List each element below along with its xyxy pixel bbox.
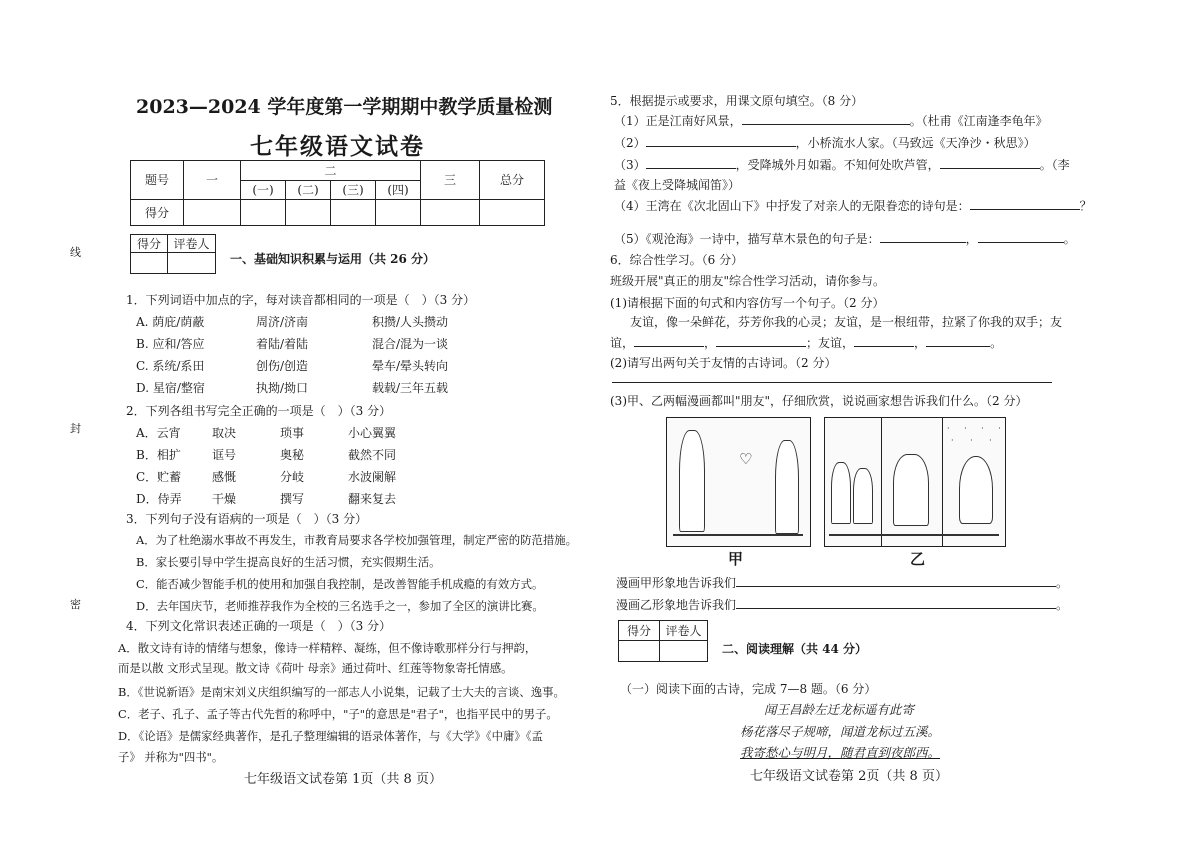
section-heading: 一、基础知识积累与运用（共 26 分）: [230, 252, 436, 266]
q5-4-suffix: ？: [1079, 199, 1092, 213]
q6-imitation-line: [610, 334, 1002, 351]
score-cell[interactable]: [184, 199, 241, 225]
q5-3-prefix: （3）: [614, 158, 646, 172]
q5-line-4: [614, 197, 1092, 214]
panel-divider: [881, 418, 882, 546]
q1-option-c-2: 创伤/创造: [256, 359, 309, 373]
question-6-stem: 6．综合性学习。（6 分）: [610, 253, 744, 267]
score-table-col-one: 一: [184, 161, 241, 200]
answer-line[interactable]: [612, 382, 1052, 383]
ground-line: [829, 534, 999, 536]
q2-option: 感慨: [212, 470, 237, 484]
q5-line-3b: 益《夜上受降城闻笛》）: [614, 178, 741, 192]
q2-option: B．相扩: [136, 448, 181, 462]
score-table-header-label: 题号: [131, 161, 184, 200]
figure-panel-1b: [853, 468, 873, 524]
answer-blank[interactable]: [736, 597, 1056, 609]
q2-option: 琐事: [280, 426, 305, 440]
ground-line: [673, 534, 803, 536]
q1-option-d-1: D. 星宿/整宿: [136, 381, 205, 395]
q6-intro: 班级开展"真正的朋友"综合性学习活动，请你参与。: [610, 274, 886, 288]
section-heading: 二、阅读理解（共 44 分）: [722, 642, 868, 656]
score-table-col-two: 二: [241, 161, 421, 181]
exam-page-2: [600, 0, 1200, 848]
cartoon-b-answer: [616, 596, 1068, 613]
snow-icon: · · · ·: [947, 424, 1007, 433]
score-table-col-total: 总分: [480, 161, 545, 200]
score-table-subcol: (二): [286, 181, 331, 199]
answer-blank[interactable]: [926, 335, 990, 347]
q5-line-5: [614, 230, 1076, 247]
period: 。: [1056, 598, 1069, 612]
q1-option-a-2: 周济/济南: [256, 315, 309, 329]
binding-mark: 密: [70, 598, 81, 611]
score-table-subcol: (一): [241, 181, 286, 199]
q4-line: 而是以散 文形式呈现。散文诗《荷叶 母亲》通过荷叶、红莲等物象寄托情感。: [118, 661, 513, 675]
question-2-stem: 2．下列各组书写完全正确的一项是（ ）（3 分）: [126, 404, 392, 418]
q2-option: 撰写: [280, 492, 305, 506]
q5-line-3: [614, 156, 1070, 173]
cartoon-a-answer: [616, 574, 1068, 591]
cartoon-a-prompt: 漫画甲形象地告诉我们: [616, 576, 737, 590]
question-5-stem: 5．根据提示或要求，用课文原句填空。（8 分）: [610, 94, 864, 108]
answer-blank[interactable]: [880, 231, 966, 243]
q3-option-c: C．能否减少智能手机的使用和加强自我控制，是改善智能手机成瘾的有效方式。: [136, 577, 544, 591]
score-cell[interactable]: [376, 199, 421, 225]
question-4-stem: 4．下列文化常识表述正确的一项是（ ）（3 分）: [126, 619, 392, 633]
grader-box: [618, 620, 708, 662]
reading-intro: （一）阅读下面的古诗，完成 7—8 题。（6 分）: [620, 682, 877, 696]
q5-4-prefix: （4）王湾在《次北固山下》中抒发了对亲人的无限眷恋的诗句是：: [614, 199, 970, 213]
grader-score-label: 得分: [131, 235, 168, 253]
q6-text: ；友谊，: [806, 336, 855, 350]
exam-subtitle: 七年级语文试卷: [250, 133, 425, 160]
q5-1-suffix: 。（杜甫《江南逢李龟年》: [909, 114, 1048, 128]
figure-panel-1a: [831, 462, 851, 524]
score-cell[interactable]: [241, 199, 286, 225]
q6-text: 。: [990, 336, 1003, 350]
answer-blank[interactable]: [646, 157, 736, 169]
q2-option: C．贮蓄: [136, 470, 182, 484]
q5-1-prefix: （1）正是江南好风景，: [614, 114, 742, 128]
q6-part-3: (3)甲、乙两幅漫画都叫"朋友"，仔细欣赏，说说画家想告诉我们什么。（2 分）: [610, 394, 1028, 408]
q1-option-a-1: A. 荫庇/荫蔽: [136, 315, 205, 329]
q5-5-prefix: （5）《观沧海》一诗中，描写草木景色的句子是：: [614, 232, 880, 246]
grader-name-label: 评卷人: [168, 235, 216, 253]
cartoon-a: [666, 417, 811, 547]
cartoon-b-label: 乙: [910, 550, 926, 568]
q2-option: 翻来复去: [348, 492, 397, 506]
snowy-figure-panel-3: [959, 456, 993, 524]
cartoon-a-label: 甲: [728, 550, 744, 568]
answer-blank[interactable]: [716, 335, 806, 347]
q1-option-a-3: 积攒/人头攒动: [372, 315, 449, 329]
q1-option-b-2: 着陆/着陆: [256, 337, 309, 351]
figure-right: [775, 440, 799, 534]
score-table-score-label: 得分: [131, 199, 184, 225]
q5-2-suffix: ，小桥流水人家。（马致远《天净沙・秋思》）: [795, 136, 1036, 150]
q4-line: B．《世说新语》是南宋刘义庆组织编写的一部志人小说集，记载了士大夫的言谈、逸事。: [118, 685, 565, 699]
question-3-stem: 3．下列句子没有语病的一项是（ ）（3 分）: [126, 512, 368, 526]
score-cell[interactable]: [421, 199, 480, 225]
answer-blank[interactable]: [736, 575, 1056, 587]
answer-blank[interactable]: [854, 335, 914, 347]
q1-option-c-1: C. 系统/系田: [136, 359, 205, 373]
q1-option-b-1: B. 应和/答应: [136, 337, 205, 351]
poem-line-2: 我寄愁心与明月，随君直到夜郎西。: [740, 745, 941, 760]
answer-blank[interactable]: [646, 135, 796, 147]
question-1-stem: 1．下列词语中加点的字，每对读音都相同的一项是（ ）（3 分）: [126, 293, 476, 307]
q3-option-b: B．家长要引导中学生提高良好的生活习惯，充实假期生活。: [136, 555, 441, 569]
heart-icon: ♡: [739, 450, 753, 468]
binding-mark: 线: [70, 246, 81, 259]
q2-option: A．云宵: [136, 426, 181, 440]
grader-name-cell[interactable]: [660, 641, 708, 662]
q3-option-d: D．去年国庆节，老师推荐我作为全校的三名选手之一，参加了全区的演讲比赛。: [136, 599, 544, 613]
q2-option: 诓号: [212, 448, 237, 462]
q2-option: 分岐: [280, 470, 305, 484]
page-footer: 七年级语文试卷第 2页（共 8 页）: [750, 769, 948, 784]
grader-score-label: 得分: [619, 621, 660, 641]
q5-2-prefix: （2）: [614, 136, 646, 150]
q5-5-mid: ，: [965, 232, 978, 246]
answer-blank[interactable]: [940, 157, 1040, 169]
binding-mark: 封: [70, 422, 81, 435]
answer-blank[interactable]: [634, 335, 704, 347]
score-table-subcol: (四): [376, 181, 421, 199]
q6-text: ，: [914, 336, 927, 350]
poem-line-1: 杨花落尽子规啼，闻道龙标过五溪。: [740, 724, 941, 739]
exam-title: 2023—2024 学年度第一学期期中教学质量检测: [136, 96, 553, 118]
page-footer: 七年级语文试卷第 1页（共 8 页）: [244, 772, 442, 787]
answer-blank[interactable]: [978, 231, 1064, 243]
grader-name-label: 评卷人: [660, 621, 708, 641]
q6-part-2: (2)请写出两句关于友情的古诗词。（2 分）: [610, 356, 837, 370]
poem-title: 闻王昌龄左迁龙标遥有此寄: [764, 702, 915, 717]
q2-option: D．侍弄: [136, 492, 182, 506]
answer-blank[interactable]: [970, 198, 1080, 210]
q5-3-suffix: 。（李: [1039, 158, 1070, 172]
grader-box: [130, 234, 216, 274]
q6-text: 谊，: [610, 336, 635, 350]
score-cell[interactable]: [331, 199, 376, 225]
q1-option-d-2: 执拗/拗口: [256, 381, 309, 395]
score-table-subcol: (三): [331, 181, 376, 199]
q5-3-mid: ，受降城外月如霜。不知何处吹芦管，: [735, 158, 940, 172]
score-table: [130, 160, 545, 226]
answer-blank[interactable]: [742, 113, 910, 125]
snow-icon: · · ·: [951, 436, 999, 445]
q5-line-2: [614, 134, 1036, 151]
q4-line: C．老子、孔子、孟子等古代先哲的称呼中，"子"的意思是"君子"，也指平民中的男子。: [118, 707, 558, 721]
figure-panel-2: [893, 454, 929, 526]
q2-option: 截然不同: [348, 448, 397, 462]
grader-score-cell[interactable]: [131, 253, 168, 274]
q2-option: 奥秘: [280, 448, 305, 462]
q2-option: 取决: [212, 426, 237, 440]
score-cell[interactable]: [480, 199, 545, 225]
q4-line: 子》 并称为"四书"。: [118, 750, 224, 764]
q5-5-suffix: 。: [1063, 232, 1076, 246]
period: 。: [1056, 576, 1069, 590]
figure-left: [679, 430, 705, 532]
q1-option-d-3: 载载/三年五载: [372, 381, 449, 395]
q2-option: 小心翼翼: [348, 426, 397, 440]
q6-text: ，: [704, 336, 717, 350]
q2-option: 水波阑解: [348, 470, 397, 484]
q2-option: 干燥: [212, 492, 237, 506]
panel-divider: [942, 418, 943, 546]
q4-line: D．《论语》是儒家经典著作，是孔子整理编辑的语录体著作，与《大学》《中庸》《孟: [118, 729, 543, 743]
score-table-col-three: 三: [421, 161, 480, 200]
q1-option-c-3: 晕车/晕头转向: [372, 359, 449, 373]
q5-line-1: [614, 112, 1048, 129]
grader-name-cell[interactable]: [168, 253, 216, 274]
grader-score-cell[interactable]: [619, 641, 660, 662]
q3-option-a: A．为了杜绝溺水事故不再发生，市教育局要求各学校加强管理，制定严密的防范措施。: [136, 533, 578, 547]
cartoon-b-prompt: 漫画乙形象地告诉我们: [616, 598, 737, 612]
q1-option-b-3: 混合/混为一谈: [372, 337, 449, 351]
score-cell[interactable]: [286, 199, 331, 225]
q6-part-1: (1)请根据下面的句式和内容仿写一个句子。（2 分）: [610, 296, 885, 310]
cartoon-b: [824, 417, 1006, 547]
q4-line: A．散文诗有诗的情绪与想象，像诗一样精粹、凝练，但不像诗歌那样分行与押韵，: [118, 641, 537, 655]
q6-sample-sentence: 友谊，像一朵鲜花，芬芳你我的心灵；友谊，是一根纽带，拉紧了你我的双手；友: [630, 315, 1063, 329]
